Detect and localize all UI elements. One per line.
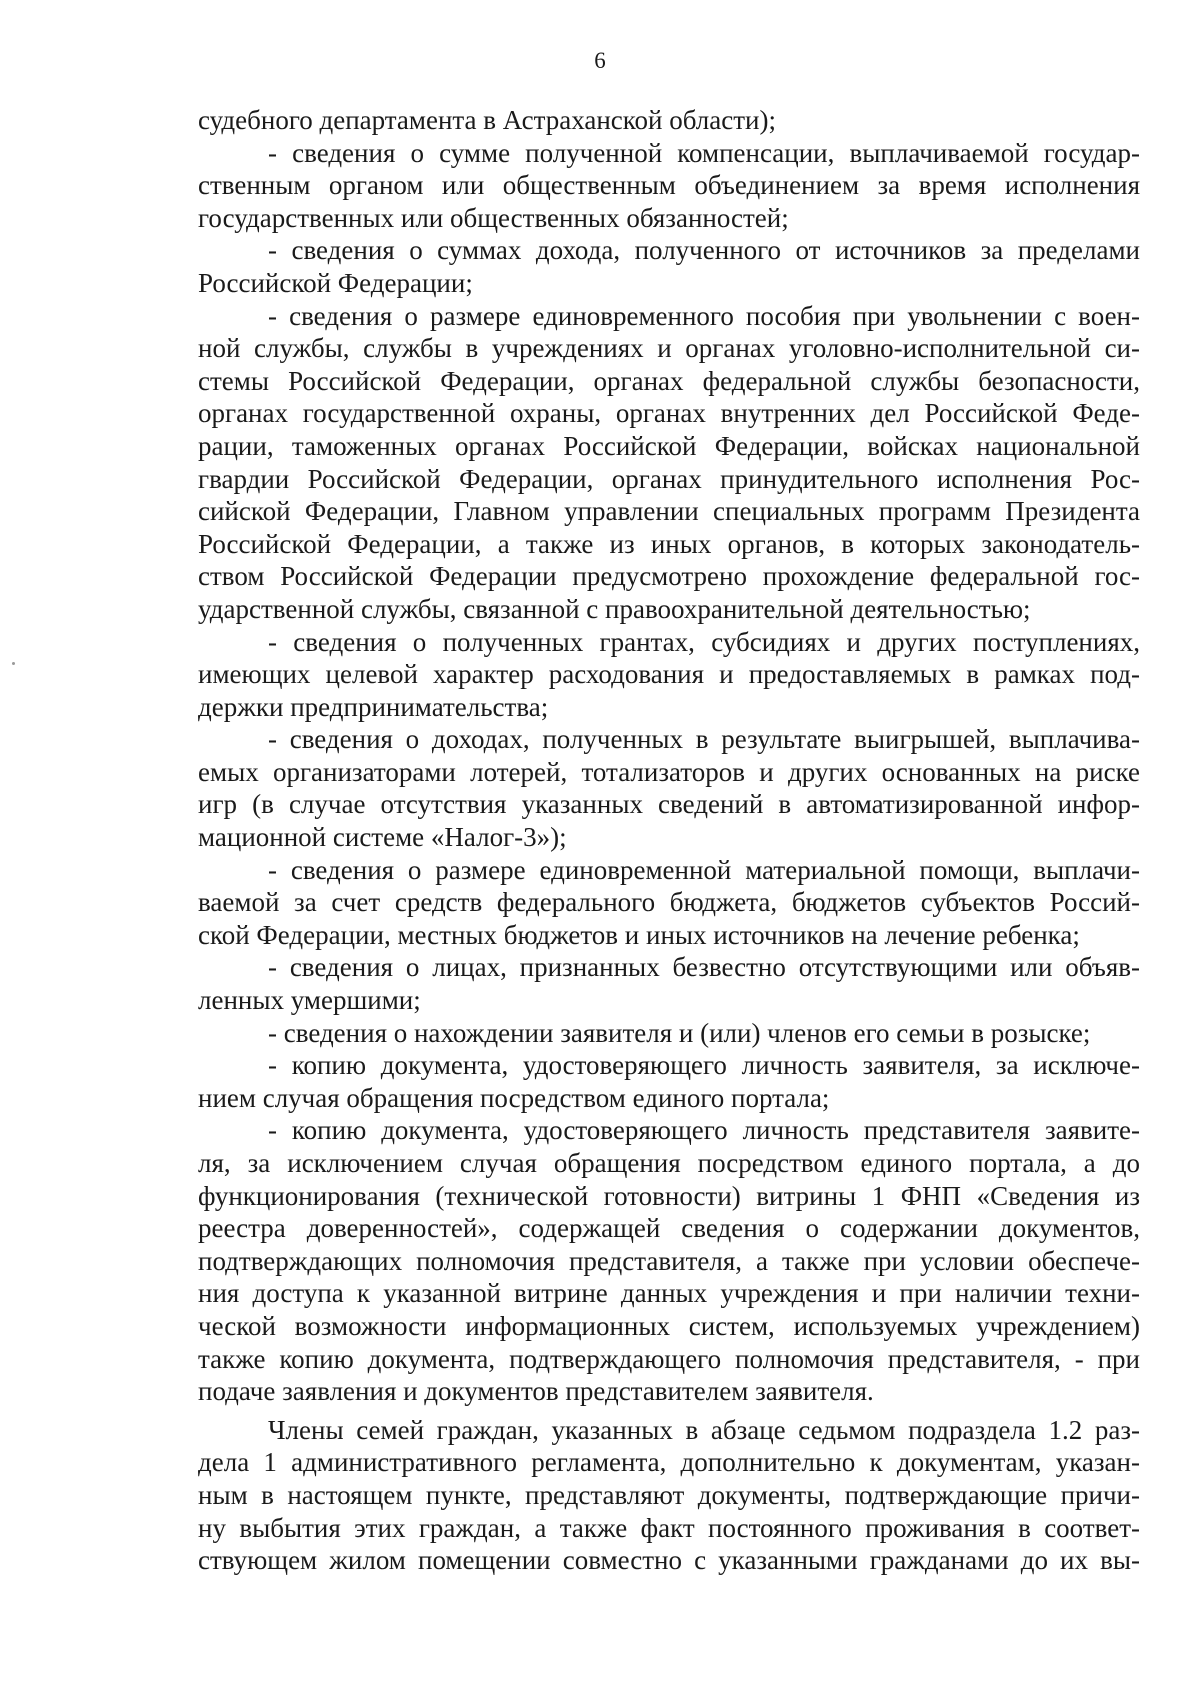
- text-line: дела 1 административного регламента, дополнительно к документам, указан-: [198, 1447, 1140, 1478]
- text-line: ния доступа к указанной витрине данных учреждения и при наличии техни-: [198, 1278, 1140, 1309]
- text-line: ческой возможности информационных систем, используемых учреждением): [198, 1310, 1140, 1341]
- text-line: - сведения о размере единовременного пособия при увольнении с воен-: [268, 300, 1140, 331]
- text-line: имеющих целевой характер расходования и предоставляемых в рамках под-: [198, 659, 1140, 690]
- text-line: подтверждающих полномочия представителя, а также при условии обеспече-: [198, 1245, 1140, 1276]
- text-line: - копию документа, удостоверяющего личность заявителя, за исключе-: [268, 1050, 1140, 1081]
- text-line: также копию документа, подтверждающего полномочия представителя, - при: [198, 1343, 1140, 1374]
- text-line: стемы Российской Федерации, органах федеральной службы безопасности,: [198, 365, 1140, 396]
- text-line: Российской Федерации;: [198, 267, 473, 298]
- text-line: - сведения о доходах, полученных в результате выигрышей, выплачива-: [268, 724, 1140, 755]
- text-line: ударственной службы, связанной с правоохранительной деятельностью;: [198, 593, 1031, 624]
- text-line: - сведения о полученных грантах, субсидиях и других поступлениях,: [268, 626, 1140, 657]
- text-line: функционирования (технической готовности) витрины 1 ФНП «Сведения из: [198, 1180, 1140, 1211]
- text-line: емых организаторами лотерей, тотализаторов и других основанных на риске: [198, 756, 1140, 787]
- text-line: Члены семей граждан, указанных в абзаце седьмом подраздела 1.2 раз-: [268, 1414, 1140, 1445]
- text-line: игр (в случае отсутствия указанных сведений в автоматизированной инфор-: [198, 789, 1140, 820]
- text-line: сийской Федерации, Главном управлении специальных программ Президента: [198, 496, 1140, 527]
- text-line: подаче заявления и документов представителем заявителя.: [198, 1376, 874, 1407]
- text-line: ствующем жилом помещении совместно с указанными гражданами до их вы-: [198, 1545, 1140, 1576]
- text-line: ля, за исключением случая обращения посредством единого портала, а до: [198, 1148, 1140, 1178]
- text-line: ной службы, службы в учреждениях и органах уголовно-исполнительной си-: [198, 333, 1140, 364]
- text-line: судебного департамента в Астраханской области);: [198, 105, 776, 135]
- text-line: ну выбытия этих граждан, а также факт постоянного проживания в соответ-: [198, 1512, 1140, 1543]
- text-line: реестра доверенностей», содержащей сведения о содержании документов,: [198, 1213, 1140, 1244]
- text-line: нием случая обращения посредством единого портала;: [198, 1082, 830, 1113]
- text-line: рации, таможенных органах Российской Федерации, войсках национальной: [198, 430, 1140, 461]
- scan-speck: [12, 662, 15, 665]
- text-line: государственных или общественных обязанностей;: [198, 202, 789, 233]
- text-line: - сведения о сумме полученной компенсации, выплачиваемой государ-: [268, 137, 1140, 168]
- text-line: - копию документа, удостоверяющего личность представителя заявите-: [268, 1115, 1140, 1146]
- text-line: Российской Федерации, а также из иных органов, в которых законодатель-: [198, 528, 1140, 559]
- document-body: [198, 104, 1140, 1577]
- text-line: органах государственной охраны, органах внутренних дел Российской Феде-: [198, 398, 1140, 429]
- text-line: мационной системе «Налог-3»);: [198, 822, 567, 853]
- text-line: держки предпринимательства;: [198, 691, 549, 722]
- text-line: ством Российской Федерации предусмотрено прохождение федеральной гос-: [198, 561, 1140, 592]
- text-line: ным в настоящем пункте, представляют документы, подтверждающие причи-: [198, 1479, 1140, 1510]
- text-line: ской Федерации, местных бюджетов и иных источников на лечение ребенка;: [198, 919, 1080, 950]
- text-line: - сведения о лицах, признанных безвестно отсутствующими или объяв-: [268, 952, 1140, 983]
- text-line: - сведения о размере единовременной материальной помощи, выплачи-: [268, 854, 1140, 885]
- text-line: ственным органом или общественным объединением за время исполнения: [198, 170, 1140, 201]
- text-line: гвардии Российской Федерации, органах принудительного исполнения Рос-: [198, 463, 1140, 494]
- text-line: ваемой за счет средств федерального бюджета, бюджетов субъектов Россий-: [198, 887, 1140, 918]
- text-line: - сведения о нахождении заявителя и (или) членов его семьи в розыске;: [268, 1017, 1091, 1048]
- text-line: - сведения о суммах дохода, полученного от источников за пределами: [268, 235, 1140, 266]
- text-line: ленных умершими;: [198, 985, 421, 1016]
- page-number: 6: [594, 48, 606, 73]
